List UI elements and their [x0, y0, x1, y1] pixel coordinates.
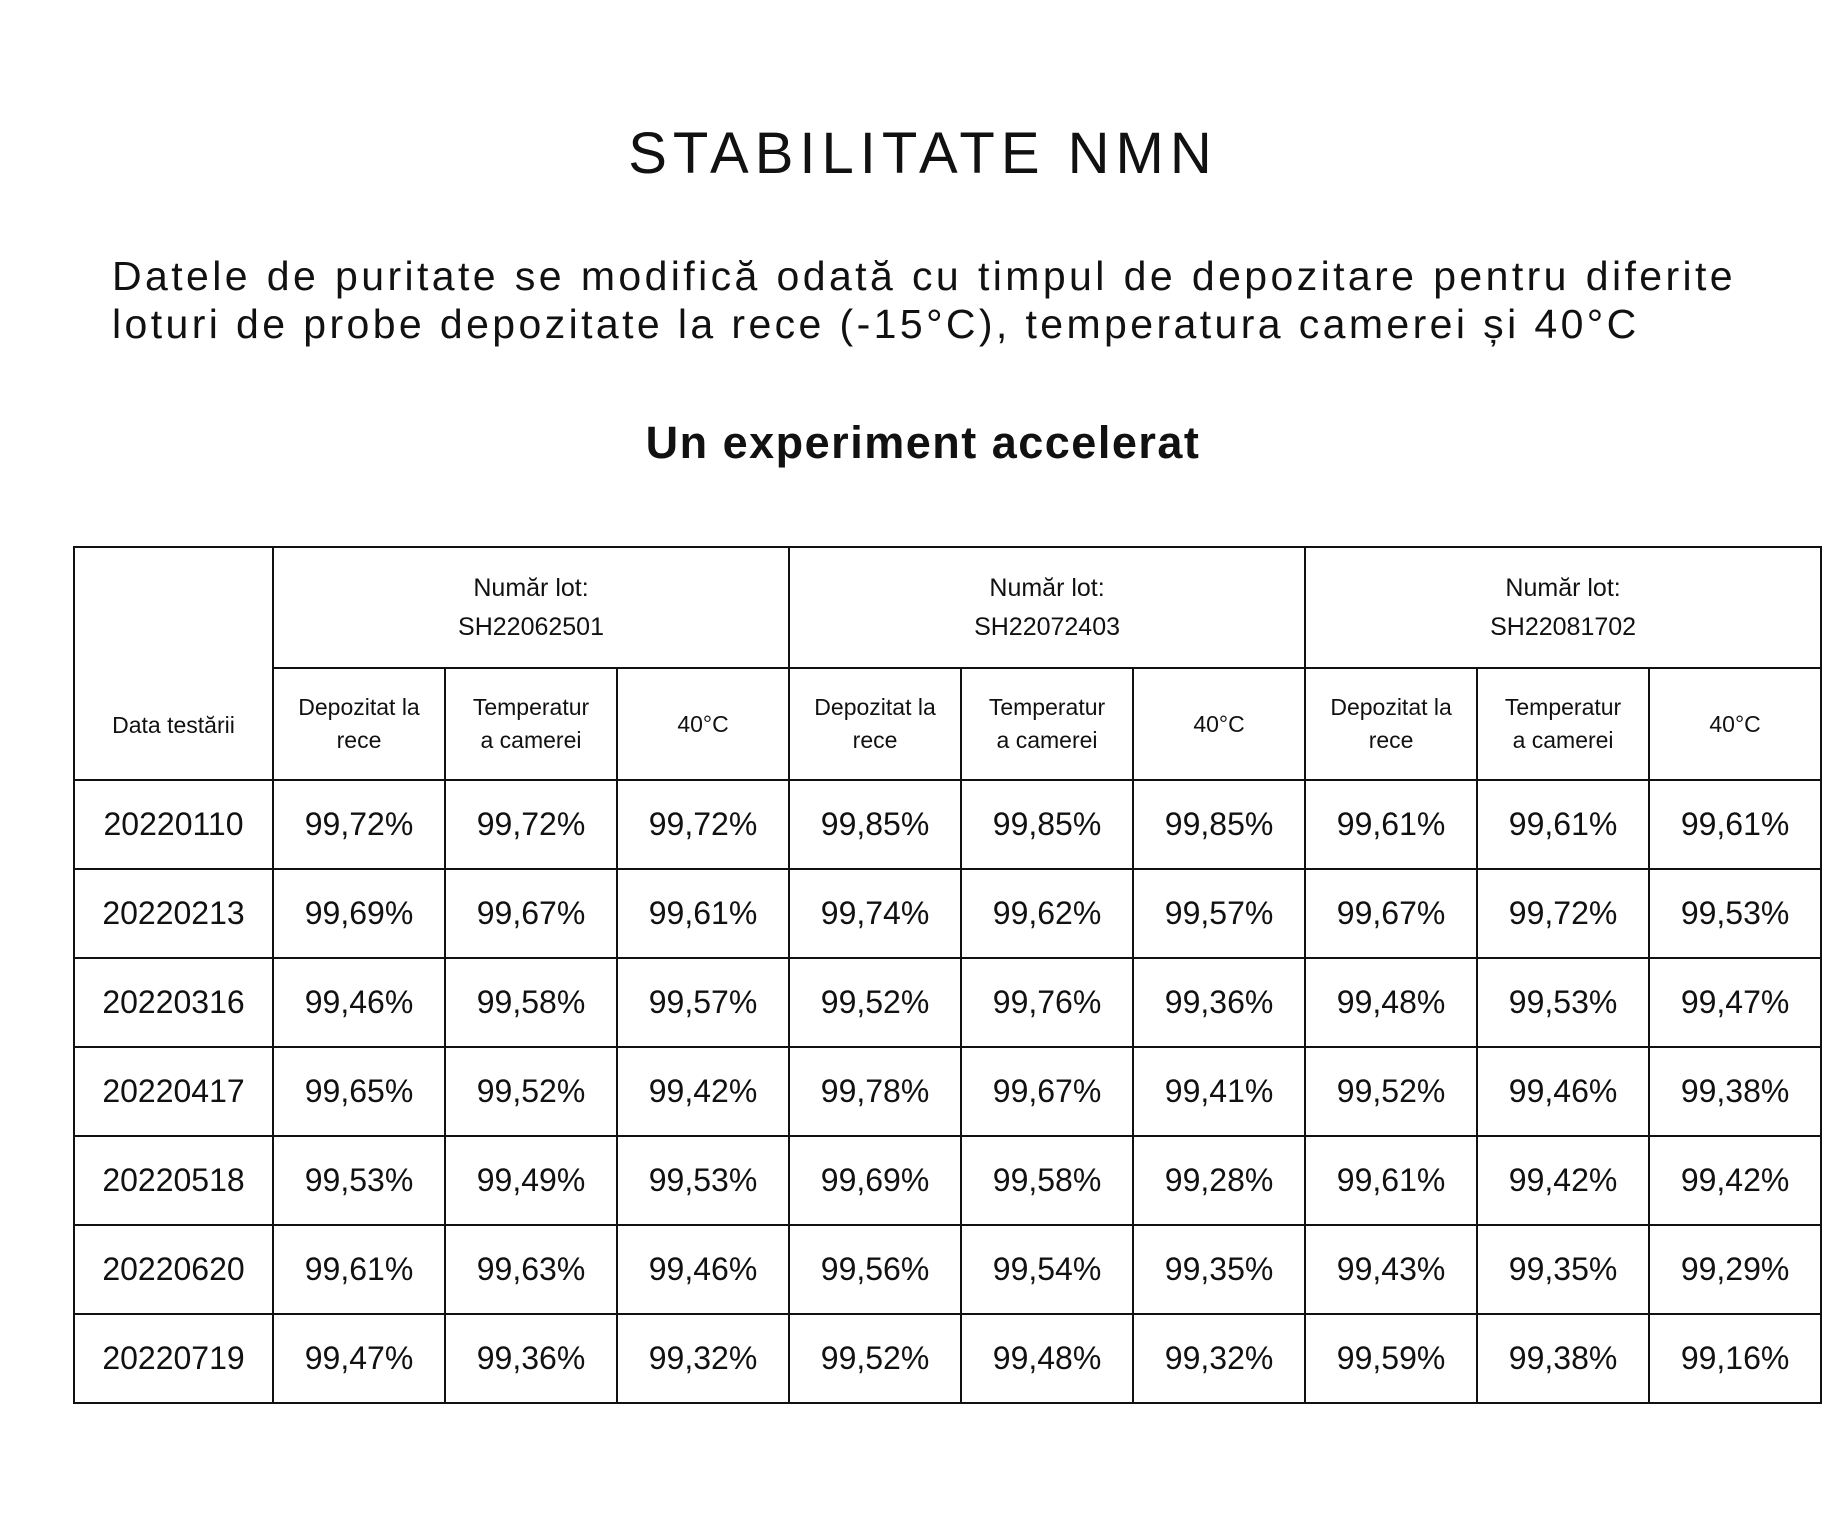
purity-value-cell: 99,38% [1649, 1047, 1821, 1136]
purity-value-cell: 99,53% [1477, 958, 1649, 1047]
purity-value-cell: 99,72% [1477, 869, 1649, 958]
purity-value-cell: 99,61% [1649, 780, 1821, 869]
condition-label-line1: Depozitat la [814, 694, 936, 720]
lot-code: SH22081702 [1490, 612, 1637, 641]
condition-header [1133, 668, 1305, 780]
purity-value-cell: 99,63% [445, 1225, 617, 1314]
condition-header [1477, 668, 1649, 780]
purity-value-cell: 99,52% [789, 958, 961, 1047]
purity-value-cell: 99,72% [445, 780, 617, 869]
lot-label: Număr lot: [989, 573, 1105, 602]
purity-value-cell: 99,58% [445, 958, 617, 1047]
purity-value-cell: 99,53% [1649, 869, 1821, 958]
table-row [74, 1047, 1821, 1136]
purity-value-cell: 99,43% [1305, 1225, 1477, 1314]
test-date-cell: 20220518 [74, 1136, 273, 1225]
purity-value-cell: 99,42% [617, 1047, 789, 1136]
test-date-cell: 20220213 [74, 869, 273, 958]
lot-header-3 [1305, 547, 1821, 668]
condition-label-line1: Temperatur [988, 694, 1106, 720]
condition-label-line2: a camerei [996, 727, 1098, 753]
stability-table [73, 546, 1822, 1404]
purity-value-cell: 99,38% [1477, 1314, 1649, 1403]
purity-value-cell: 99,52% [789, 1314, 961, 1403]
test-date-cell: 20220719 [74, 1314, 273, 1403]
purity-value-cell: 99,52% [1305, 1047, 1477, 1136]
condition-label-line1: 40°C [1193, 710, 1245, 737]
purity-value-cell: 99,42% [1477, 1136, 1649, 1225]
purity-value-cell: 99,35% [1477, 1225, 1649, 1314]
purity-value-cell: 99,46% [1477, 1047, 1649, 1136]
date-column-header: Data testării [74, 547, 273, 780]
purity-value-cell: 99,72% [617, 780, 789, 869]
purity-value-cell: 99,35% [1133, 1225, 1305, 1314]
table-row [74, 1136, 1821, 1225]
purity-value-cell: 99,49% [445, 1136, 617, 1225]
lot-code: SH22062501 [458, 612, 604, 641]
lot-header-row [74, 547, 1821, 668]
purity-value-cell: 99,47% [1649, 958, 1821, 1047]
condition-header [789, 668, 961, 780]
condition-label-line1: 40°C [677, 710, 729, 737]
purity-value-cell: 99,57% [1133, 869, 1305, 958]
condition-header [1649, 668, 1821, 780]
page-title: STABILITATE NMN [628, 121, 1218, 186]
purity-value-cell: 99,61% [273, 1225, 445, 1314]
table-row [74, 780, 1821, 869]
condition-label-line1: Temperatur [1504, 694, 1622, 720]
condition-header-row [74, 668, 1821, 780]
purity-value-cell: 99,62% [961, 869, 1133, 958]
table-row [74, 1314, 1821, 1403]
condition-label-line2: rece [336, 727, 382, 753]
condition-label-line2: a camerei [1512, 727, 1614, 753]
purity-value-cell: 99,46% [273, 958, 445, 1047]
purity-value-cell: 99,57% [617, 958, 789, 1047]
lot-code: SH22072403 [974, 612, 1121, 641]
condition-header [617, 668, 789, 780]
purity-value-cell: 99,85% [961, 780, 1133, 869]
purity-value-cell: 99,59% [1305, 1314, 1477, 1403]
table-row [74, 869, 1821, 958]
lot-header-2 [789, 547, 1305, 668]
purity-value-cell: 99,54% [961, 1225, 1133, 1314]
purity-value-cell: 99,48% [961, 1314, 1133, 1403]
purity-value-cell: 99,61% [617, 869, 789, 958]
table-row [74, 1225, 1821, 1314]
purity-value-cell: 99,36% [445, 1314, 617, 1403]
purity-value-cell: 99,78% [789, 1047, 961, 1136]
condition-label-line1: Depozitat la [298, 694, 420, 720]
lot-label: Număr lot: [1505, 573, 1621, 602]
purity-value-cell: 99,67% [961, 1047, 1133, 1136]
purity-value-cell: 99,53% [617, 1136, 789, 1225]
test-date-cell: 20220316 [74, 958, 273, 1047]
lot-label: Număr lot: [473, 573, 589, 602]
test-date-cell: 20220620 [74, 1225, 273, 1314]
test-date-cell: 20220417 [74, 1047, 273, 1136]
purity-value-cell: 99,69% [273, 869, 445, 958]
purity-value-cell: 99,61% [1305, 780, 1477, 869]
purity-value-cell: 99,28% [1133, 1136, 1305, 1225]
purity-value-cell: 99,32% [617, 1314, 789, 1403]
purity-value-cell: 99,42% [1649, 1136, 1821, 1225]
purity-value-cell: 99,53% [273, 1136, 445, 1225]
purity-value-cell: 99,47% [273, 1314, 445, 1403]
purity-value-cell: 99,56% [789, 1225, 961, 1314]
lot-header-1 [273, 547, 789, 668]
condition-header [273, 668, 445, 780]
table-row [74, 958, 1821, 1047]
purity-value-cell: 99,65% [273, 1047, 445, 1136]
purity-value-cell: 99,67% [445, 869, 617, 958]
purity-value-cell: 99,61% [1477, 780, 1649, 869]
purity-value-cell: 99,16% [1649, 1314, 1821, 1403]
condition-label-line1: 40°C [1709, 710, 1761, 737]
purity-value-cell: 99,52% [445, 1047, 617, 1136]
page-subtitle: Un experiment accelerat [645, 417, 1201, 468]
purity-value-cell: 99,69% [789, 1136, 961, 1225]
purity-value-cell: 99,85% [1133, 780, 1305, 869]
purity-value-cell: 99,41% [1133, 1047, 1305, 1136]
condition-label-line2: a camerei [480, 727, 582, 753]
purity-value-cell: 99,74% [789, 869, 961, 958]
test-date-cell: 20220110 [74, 780, 273, 869]
purity-value-cell: 99,46% [617, 1225, 789, 1314]
condition-header [445, 668, 617, 780]
purity-value-cell: 99,85% [789, 780, 961, 869]
condition-label-line2: rece [852, 727, 898, 753]
intro-paragraph: Datele de puritate se modifică odată cu timpul de depozitare pentru diferite loturi de probe depozitate la rece (-15°C), temperatura camerei și 40°C [112, 253, 1736, 347]
condition-label-line2: rece [1368, 727, 1414, 753]
condition-header [961, 668, 1133, 780]
condition-label-line1: Depozitat la [1330, 694, 1452, 720]
condition-header [1305, 668, 1477, 780]
purity-value-cell: 99,48% [1305, 958, 1477, 1047]
purity-value-cell: 99,32% [1133, 1314, 1305, 1403]
purity-value-cell: 99,76% [961, 958, 1133, 1047]
purity-value-cell: 99,72% [273, 780, 445, 869]
purity-value-cell: 99,58% [961, 1136, 1133, 1225]
purity-value-cell: 99,61% [1305, 1136, 1477, 1225]
condition-label-line1: Temperatur [472, 694, 590, 720]
purity-value-cell: 99,67% [1305, 869, 1477, 958]
purity-value-cell: 99,36% [1133, 958, 1305, 1047]
purity-value-cell: 99,29% [1649, 1225, 1821, 1314]
